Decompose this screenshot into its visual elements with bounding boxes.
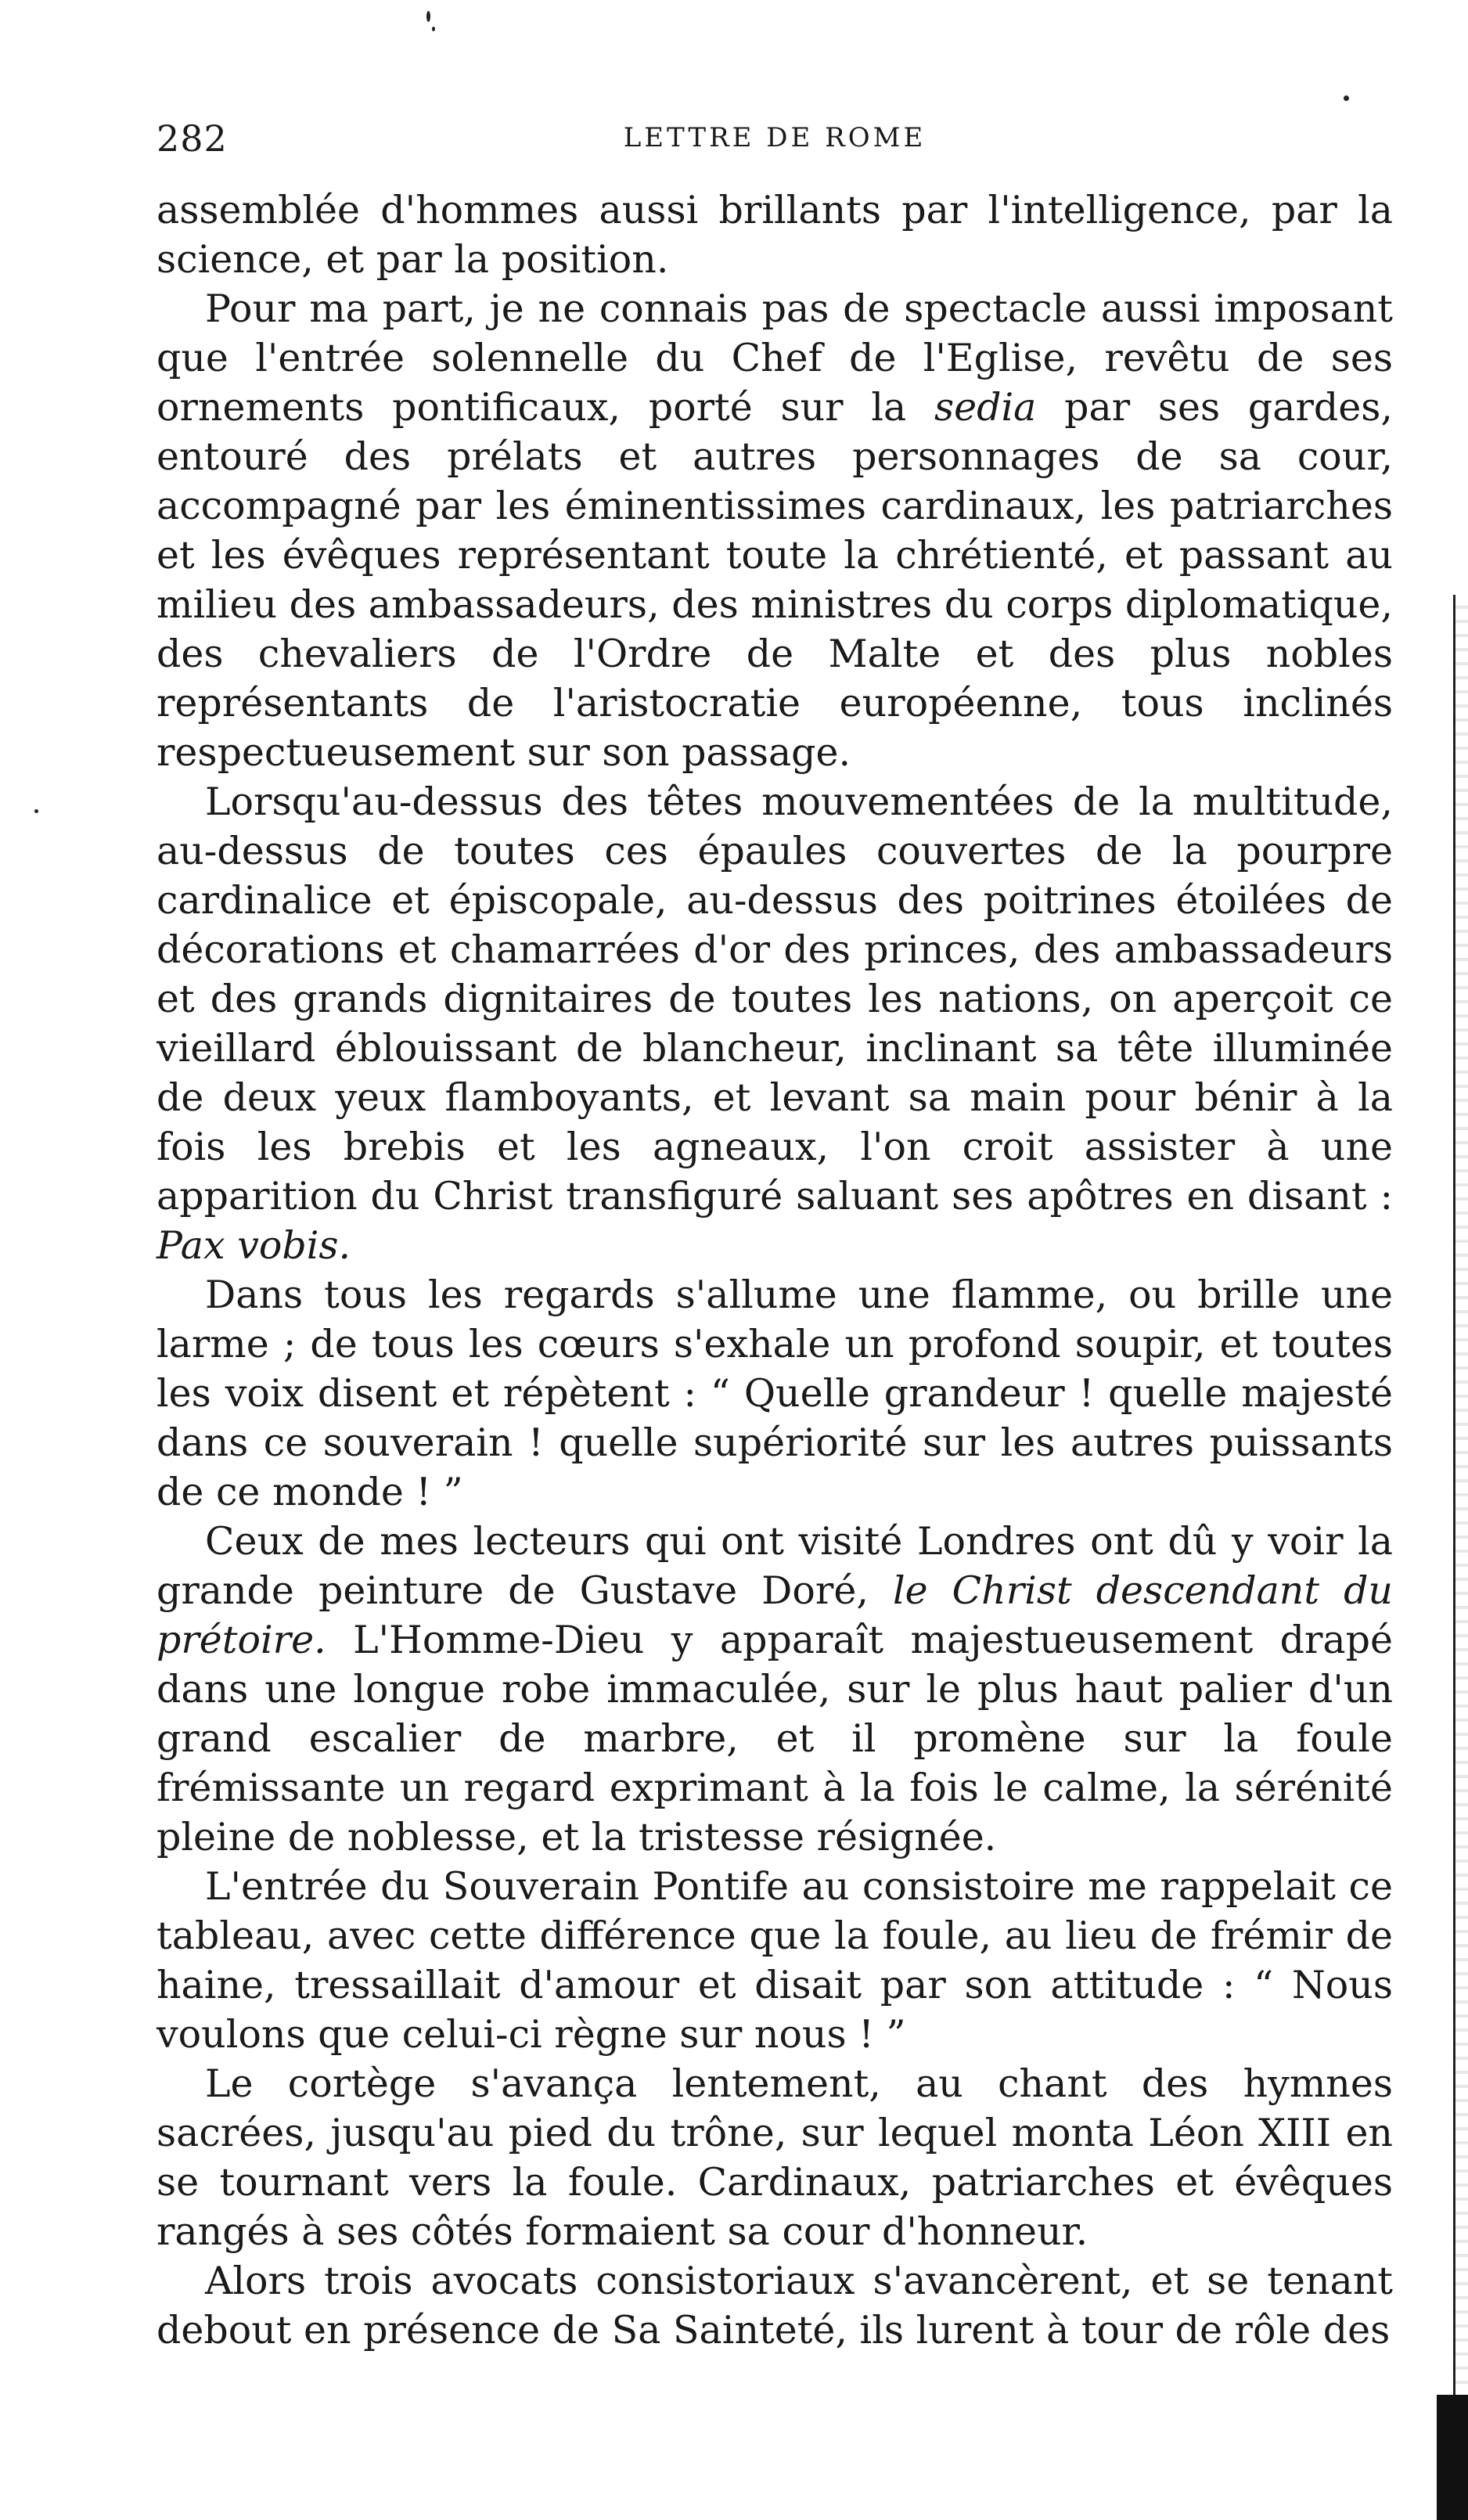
paragraph-text: Dans tous les regards s'allume une flamme, ou brille une larme ; de tous les cœurs s'exhale un profond soupir, et toutes les voix disent et répètent : “ Quelle grandeur ! quelle majesté dans ce souverain ! quelle supériorité sur les autres puissants de ce monde ! ” xyxy=(157,1273,1393,1514)
page-binding-shadow xyxy=(1437,2395,1468,2520)
paragraph xyxy=(157,2059,1393,2256)
paragraph-text: Alors trois avocats consistoriaux s'avancèrent, et se tenant debout en présence de Sa Sainteté, ils lurent à tour de rôle des xyxy=(157,2259,1393,2353)
paragraph xyxy=(157,185,1393,284)
italic-term: sedia xyxy=(934,385,1037,430)
paragraph xyxy=(157,1517,1393,1862)
italic-quote: Pax vobis. xyxy=(157,1223,351,1268)
ink-speck xyxy=(432,27,435,31)
running-title: LETTRE DE ROME xyxy=(623,122,926,153)
paragraph xyxy=(157,777,1393,1270)
paragraph-text: Lorsqu'au-dessus des têtes mouvementées de la multitude, au-dessus de toutes ces épaules couvertes de la pourpre cardinalice et épiscopale, au-dessus des poitrines étoilées de décorations et chamarrées d'or des princes, des ambassadeurs et des grands dignitaires de toutes les nations, on aperçoit ce vieillard éblouissant de blancheur, inclinant sa tête illuminée de deux yeux flamboyants, et levant sa main pour bénir à la fois les brebis et les agneaux, l'on croit assister à une apparition du Christ transfiguré saluant ses apôtres en disant : xyxy=(157,779,1393,1219)
paragraph-text: Le cortège s'avança lentement, au chant des hymnes sacrées, jusqu'au pied du trône, sur lequel monta Léon XIII en se tournant vers la foule. Cardinaux, patriarches et évêques rangés à ses côtés formaient sa cour d'honneur. xyxy=(157,2061,1393,2254)
ink-speck xyxy=(426,11,430,22)
paragraph-text: Ceux de mes lecteurs qui ont visité Londres ont dû y voir la grande peinture de Gustave Doré, xyxy=(157,1519,1393,1613)
page-binding-edge xyxy=(1453,595,1468,2520)
ink-speck xyxy=(1344,95,1349,101)
paragraph-text: assemblée d'hommes aussi brillants par l'intelligence, par la science, et par la position. xyxy=(157,188,1393,282)
paragraph xyxy=(157,2256,1393,2355)
body-text xyxy=(157,185,1393,2355)
paragraph xyxy=(157,1862,1393,2059)
ink-speck xyxy=(34,809,38,813)
paragraph-text: Pour ma part, je ne connais pas de spectacle aussi imposant que l'entrée solennelle du Chef de l'Eglise, revêtu de ses ornements pontificaux, porté sur la xyxy=(157,286,1393,430)
paragraph-text: L'entrée du Souverain Pontife au consistoire me rappelait ce tableau, avec cette différence que la foule, au lieu de frémir de haine, tressaillait d'amour et disait par son attitude : “ Nous voulons que celui-ci règne sur nous ! ” xyxy=(157,1864,1393,2057)
page-number: 282 xyxy=(157,117,228,160)
paragraph-text: L'Homme-Dieu y apparaît majestueusement drapé dans une longue robe immaculée, sur le plus haut palier d'un grand escalier de marbre, et il promène sur la foule frémissante un regard exprimant à la fois le calme, la sérénité pleine de noblesse, et la tristesse résignée. xyxy=(157,1618,1393,1859)
italic-title: le Christ descendant du prétoire. xyxy=(157,1568,1393,1662)
paragraph xyxy=(157,284,1393,777)
paragraph-text: par ses gardes, entouré des prélats et autres personnages de sa cour, accompagné par les éminentissimes cardinaux, les patriarches et les évêques représentant toute la chrétienté, et passant au milieu des ambassadeurs, des ministres du corps diplomatique, des chevaliers de l'Ordre de Malte et des plus nobles représentants de l'aristocratie européenne, tous inclinés respectueusement sur son passage. xyxy=(157,385,1393,775)
running-header xyxy=(157,117,1393,164)
paragraph xyxy=(157,1270,1393,1517)
